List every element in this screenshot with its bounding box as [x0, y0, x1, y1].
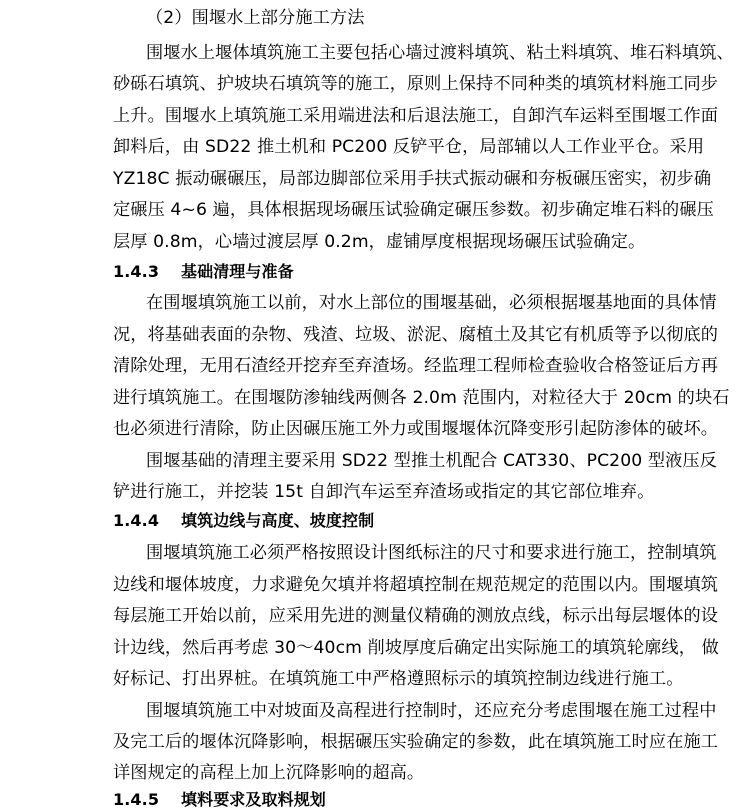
paragraph-line: 铲进行施工，并挖装 15t 自卸汽车运至弃渣场或指定的其它部位堆弃。 — [113, 482, 655, 502]
paragraph-line: 进行填筑施工。在围堰防渗轴线两侧各 2.0m 范围内，对粒径大于 20cm 的块石 — [113, 388, 730, 408]
paragraph-line: 计边线，然后再考虑 30～40cm 削坡厚度后确定出实际施工的填筑轮廓线， 做 — [113, 638, 719, 658]
section-number: 1.4.4 — [113, 511, 160, 530]
section-title: 基础清理与准备 — [181, 262, 294, 281]
paragraph-line: 每层施工开始以前，应采用先进的测量仪精确的测放点线，标示出每层堰体的设 — [113, 606, 719, 626]
section-title: 填料要求及取料规划 — [181, 790, 326, 809]
paragraph-line: 层厚 0.8m，心墙过渡层厚 0.2m，虚铺厚度根据现场碾压试验确定。 — [113, 232, 646, 252]
paragraph-line: 围堰基础的清理主要采用 SD22 型推土机配合 CAT330、PC200 型液压反 — [146, 451, 717, 471]
paragraph-line: 详图规定的高程上加上沉降影响的超高。 — [113, 763, 425, 783]
paragraph-line: 围堰填筑施工中对坡面及高程进行控制时，还应充分考虑围堰在施工过程中 — [146, 701, 717, 721]
section-heading-1-4-4 — [113, 511, 374, 531]
paragraph-line: 定碾压 4~6 遍，具体根据现场碾压试验确定碾压参数。初步确定堆石料的碾压 — [113, 200, 714, 220]
section-number: 1.4.5 — [113, 790, 160, 809]
section-heading-1-4-5 — [113, 790, 326, 810]
paragraph-line: 好标记、打出界桩。在填筑施工中严格遵照标示的填筑控制边线进行施工。 — [113, 669, 684, 689]
paragraph-line: 及完工后的堰体沉降影响，根据碾压实验确定的参数，此在填筑施工时应在施工 — [113, 732, 719, 752]
section-title: 填筑边线与高度、坡度控制 — [181, 511, 375, 530]
subsection-title: （2）围堰水上部分施工方法 — [146, 8, 365, 28]
paragraph-line: 围堰水上堰体填筑施工主要包括心墙过渡料填筑、粘土料填筑、堆石料填筑、 — [146, 43, 734, 63]
paragraph-line: 也必须进行清除，防止因碾压施工外力或围堰堰体沉降变形引起防渗体的破坏。 — [113, 419, 719, 439]
paragraph-line: 边线和堰体坡度，力求避免欠填并将超填控制在规范规定的范围以内。围堰填筑 — [113, 575, 719, 595]
paragraph-line: 卸料后，由 SD22 推土机和 PC200 反铲平仓，局部辅以人工作业平仓。采用 — [113, 137, 705, 157]
paragraph-line: 清除处理，无用石渣经开挖弃至弃渣场。经监理工程师检查验收合格签证后方再 — [113, 356, 719, 376]
paragraph-line: 围堰填筑施工必须严格按照设计图纸标注的尺寸和要求进行施工，控制填筑 — [146, 543, 717, 563]
paragraph-line: 况，将基础表面的杂物、残渣、垃圾、淤泥、腐植土及其它有机质等予以彻底的 — [113, 325, 719, 345]
paragraph-line: YZ18C 振动碾碾压，局部边脚部位采用手扶式振动碾和夯板碾压密实，初步确 — [113, 169, 712, 189]
paragraph-line: 在围堰填筑施工以前，对水上部位的围堰基础，必须根据堰基地面的具体情 — [146, 293, 717, 313]
section-heading-1-4-3 — [113, 262, 294, 282]
paragraph-line: 上升。围堰水上填筑施工采用端进法和后退法施工，自卸汽车运料至围堰工作面 — [113, 106, 719, 126]
section-number: 1.4.3 — [113, 262, 160, 281]
paragraph-line: 砂砾石填筑、护坡块石填筑等的施工，原则上保持不同种类的填筑材料施工同步 — [113, 74, 719, 94]
